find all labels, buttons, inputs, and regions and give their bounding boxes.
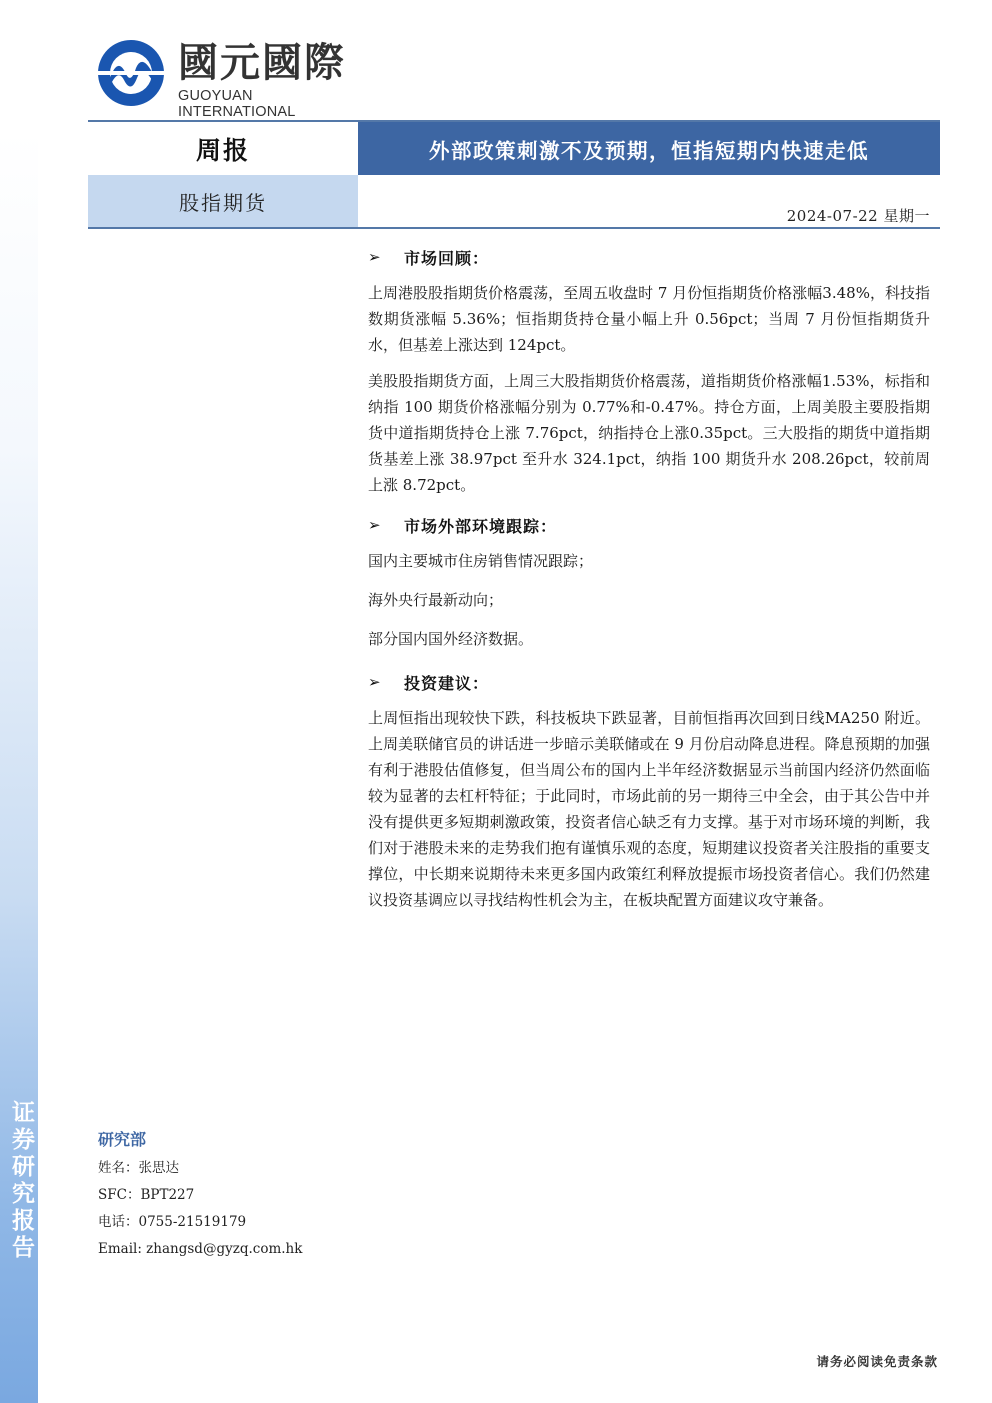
section-title: 市场回顾：	[404, 248, 490, 268]
list-item: 国内主要城市住房销售情况跟踪；	[368, 552, 594, 570]
section-title: 市场外部环境跟踪：	[404, 516, 558, 536]
arrow-bullet-icon: ➢	[368, 516, 382, 534]
brand-logo	[96, 38, 366, 120]
report-type: 周报	[195, 135, 250, 165]
author-block	[98, 1126, 302, 1263]
brand-name-en: GUOYUAN INTERNATIONAL	[178, 88, 296, 120]
arrow-bullet-icon: ➢	[368, 248, 382, 266]
side-label: 证券研究报告	[8, 1100, 34, 1262]
section-heading-review	[368, 240, 930, 274]
header-bottom-rule	[88, 227, 940, 229]
report-title: 外部政策刺激不及预期，恒指短期内快速走低	[358, 122, 940, 175]
report-category: 股指期货	[88, 175, 358, 228]
main-content	[368, 240, 930, 923]
author-email[interactable]: Email: zhangsd@gyzq.com.hk	[98, 1241, 303, 1257]
paragraph: 美股股指期货方面，上周三大股指期货价格震荡，道指期货价格涨幅1.53%，标指和纳指 100 期货价格涨幅分别为 0.77%和-0.47%。持仓方面，上周美股主要股指期货中道指期货持仓上涨 7.76pct，纳指持仓上涨0.35pct。三大股指的期货中道指期货基差上涨 38.97pct 至升水 324.1pct，纳指 100 期货升水 208.26pct，较前周上涨 8.72pct。	[368, 372, 930, 494]
disclaimer-link[interactable]: 请务必阅读免责条款	[816, 1354, 938, 1369]
guoyuan-logo-icon	[96, 38, 166, 108]
author-phone: 电话：0755-21519179	[98, 1214, 247, 1230]
author-sfc: SFC：BPT227	[98, 1187, 195, 1203]
report-date: 2024-07-22 星期一	[786, 207, 930, 225]
author-dept: 研究部	[98, 1130, 147, 1149]
arrow-bullet-icon: ➢	[368, 673, 382, 691]
section-heading-advice	[368, 665, 930, 699]
brand-name-cn: 國元國際	[178, 40, 346, 86]
paragraph: 上周恒指出现较快下跌，科技板块下跌显著，目前恒指再次回到日线MA250 附近。上周美联储官员的讲话进一步暗示美联储或在 9 月份启动降息进程。降息预期的加强有利于港股估值修复，但当周公布的国内上半年经济数据显示当前国内经济仍然面临较为显著的去杠杆特征；于此同时，市场此前的另一期待三中全会，由于其公告中并没有提供更多短期刺激政策，投资者信心缺乏有力支撑。基于对市场环境的判断，我们对于港股未来的走势我们抱有谨慎乐观的态度，短期建议投资者关注股指的重要支撑位，中长期来说期待未来更多国内政策红利释放提振市场投资者信心。我们仍然建议投资基调应以寻找结构性机会为主，在板块配置方面建议攻守兼备。	[368, 709, 930, 909]
list-item: 部分国内国外经济数据。	[368, 630, 534, 648]
author-name: 姓名：张思达	[98, 1160, 179, 1176]
section-heading-external	[368, 508, 930, 542]
section-title: 投资建议：	[404, 673, 490, 693]
paragraph: 上周港股股指期货价格震荡，至周五收盘时 7 月份恒指期货价格涨幅3.48%，科技指数期货涨幅 5.36%；恒指期货持仓量小幅上升 0.56pct；当周 7 月份恒指期货升水，但基差上涨达到 124pct。	[368, 284, 930, 354]
list-item: 海外央行最新动向；	[368, 591, 504, 609]
